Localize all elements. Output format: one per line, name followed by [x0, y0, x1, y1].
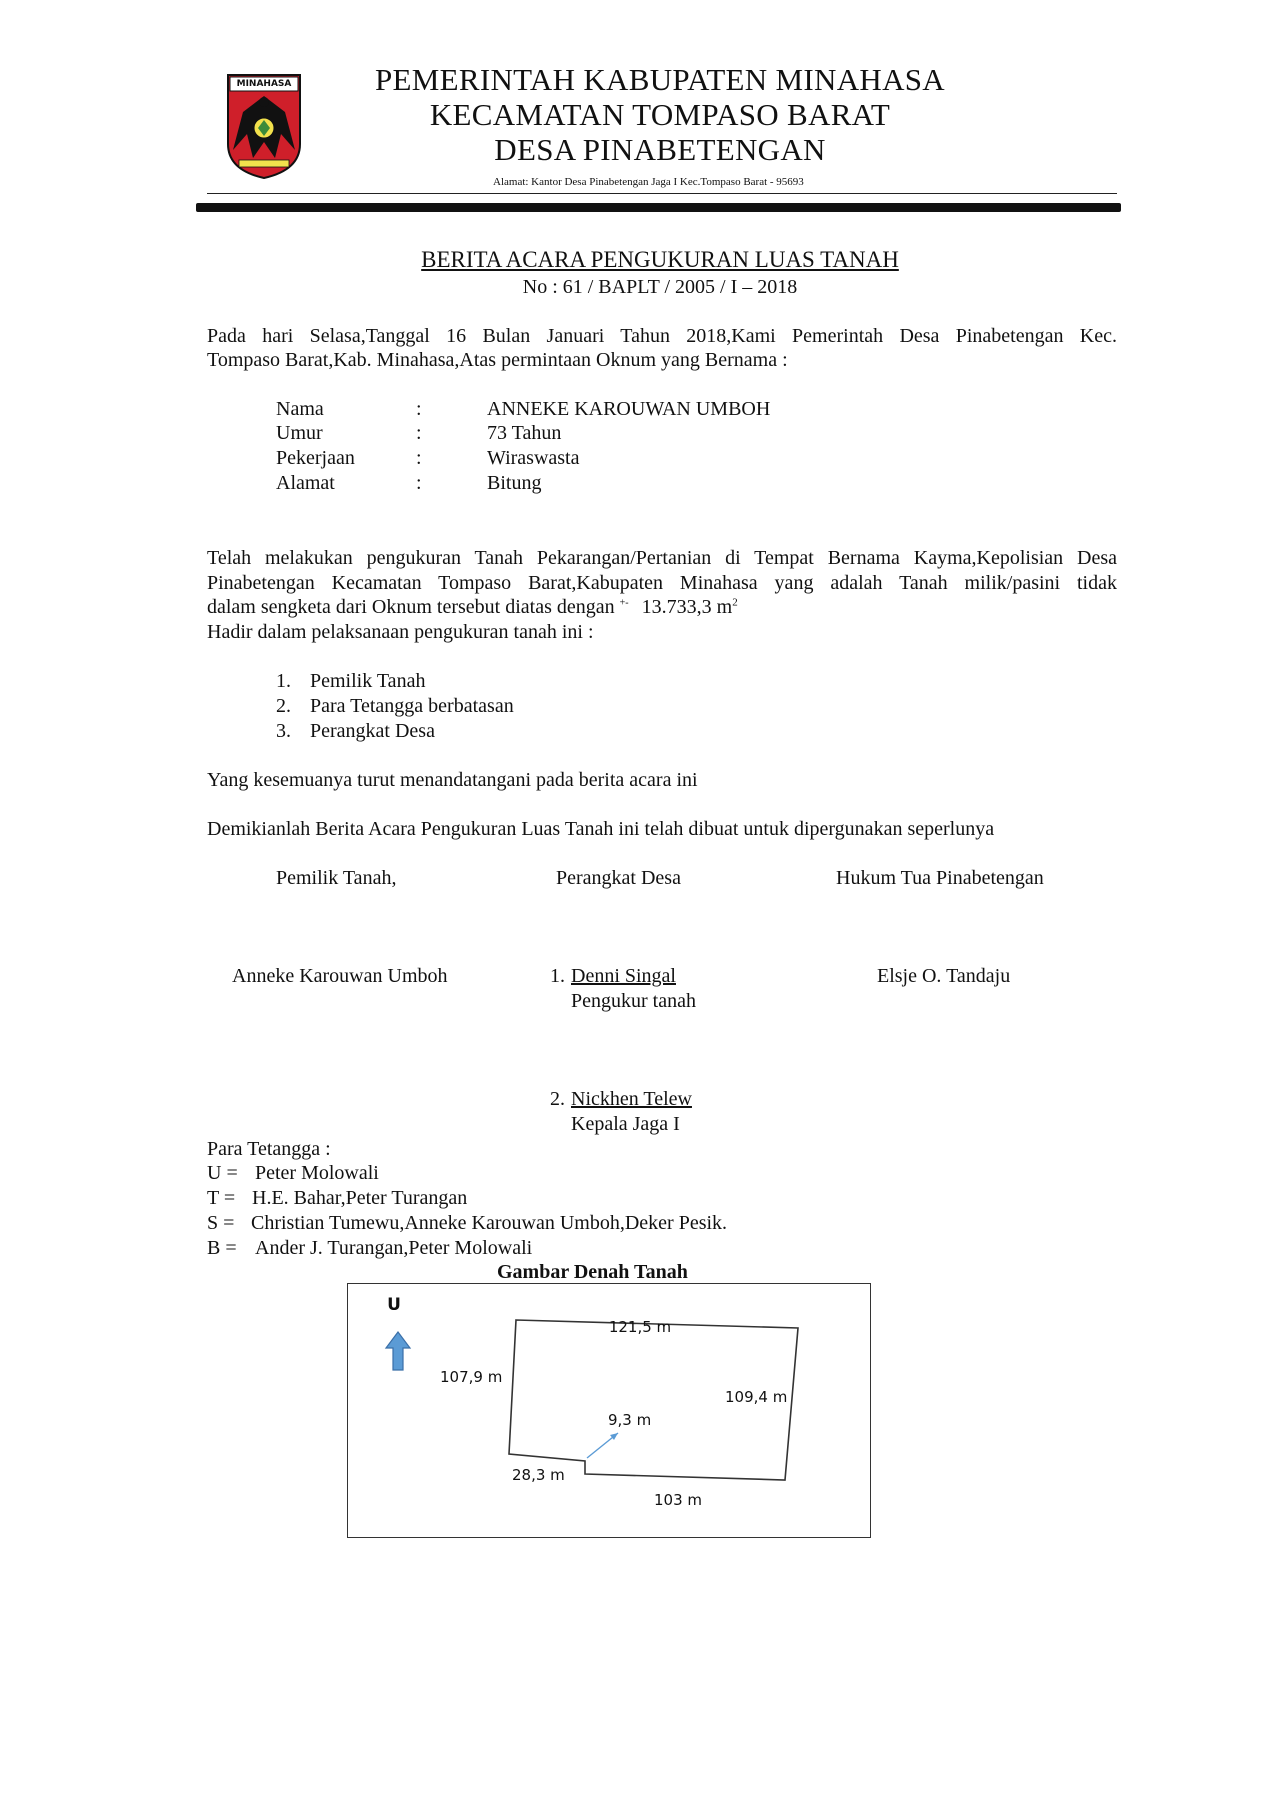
list-item: Pemilik Tanah: [310, 670, 426, 692]
land-plan: [347, 1283, 871, 1538]
official1-number: 1.: [550, 965, 565, 987]
officials-heading: Perangkat Desa: [556, 867, 681, 889]
measurement-line-1: Telah melakukan pengukuran Tanah Pekarangan/Pertanian di Tempat Bernama Kayma,Kepolisian Desa: [207, 547, 1117, 569]
official1-role: Pengukur tanah: [571, 990, 696, 1012]
official2-number: 2.: [550, 1088, 565, 1110]
neighbor-names: Christian Tumewu,Anneke Karouwan Umboh,Deker Pesik.: [251, 1212, 728, 1234]
field-value-occupation: Wiraswasta: [487, 447, 580, 469]
chief-heading: Hukum Tua Pinabetengan: [836, 867, 1044, 889]
field-label-occupation: Pekerjaan: [276, 447, 355, 469]
side-southwest-length: 28,3 m: [512, 1466, 565, 1484]
field-separator: :: [416, 447, 422, 469]
neighbors-heading: Para Tetangga :: [207, 1138, 331, 1160]
north-label: U: [387, 1295, 401, 1315]
list-item-number: 1.: [276, 670, 291, 692]
land-plan-drawing: [348, 1284, 870, 1537]
field-separator: :: [416, 472, 422, 494]
neighbor-names: Peter Molowali: [255, 1162, 379, 1184]
field-separator: :: [416, 422, 422, 444]
chief-name: Elsje O. Tandaju: [877, 965, 1011, 987]
neighbor-direction: B =: [207, 1237, 237, 1259]
neighbor-direction: S =: [207, 1212, 235, 1234]
letterhead-district: KECAMATAN TOMPASO BARAT: [429, 97, 891, 132]
opening-line-1: Pada hari Selasa,Tanggal 16 Bulan Januari Tahun 2018,Kami Pemerintah Desa Pinabetengan Kec.: [207, 325, 1117, 347]
neighbor-direction: U =: [207, 1162, 238, 1184]
owner-name: Anneke Karouwan Umboh: [232, 965, 448, 987]
side-west-length: 107,9 m: [440, 1368, 503, 1386]
logo-text: MINAHASA: [236, 79, 292, 89]
list-item-number: 2.: [276, 695, 291, 717]
side-top-length: 121,5 m: [608, 1318, 672, 1336]
official2-name: Nickhen Telew: [571, 1088, 692, 1110]
letterhead-village: DESA PINABETENGAN: [494, 132, 826, 167]
present-intro: Hadir dalam pelaksanaan pengukuran tanah ini :: [207, 621, 594, 643]
approx-sign: +-: [619, 597, 629, 609]
header-divider-thin: [207, 193, 1117, 194]
document-title: BERITA ACARA PENGUKURAN LUAS TANAH: [421, 247, 899, 272]
sign-note: Yang kesemuanya turut menandatangani pada berita acara ini: [207, 769, 698, 791]
letterhead-address: Alamat: Kantor Desa Pinabetengan Jaga I Kec.Tompaso Barat - 95693: [493, 176, 804, 188]
measurement-line-2: Pinabetengan Kecamatan Tompaso Barat,Kabupaten Minahasa yang adalah Tanah milik/pasini tidak: [207, 572, 1117, 594]
owner-heading: Pemilik Tanah,: [276, 867, 397, 889]
list-item: Para Tetangga berbatasan: [310, 695, 514, 717]
notch-length: 9,3 m: [608, 1411, 652, 1429]
field-label-age: Umur: [276, 422, 323, 444]
neighbor-names: Ander J. Turangan,Peter Molowali: [255, 1237, 533, 1259]
measurement-line-3: [207, 596, 738, 619]
plan-title: Gambar Denah Tanah: [497, 1261, 688, 1283]
area-unit-exponent: 2: [732, 596, 738, 609]
field-value-age: 73 Tahun: [487, 422, 562, 444]
list-item: Perangkat Desa: [310, 720, 435, 742]
letterhead: [0, 62, 1280, 167]
neighbor-names: H.E. Bahar,Peter Turangan: [252, 1187, 468, 1209]
document-number: No : 61 / BAPLT / 2005 / I – 2018: [522, 276, 798, 298]
closing-statement: Demikianlah Berita Acara Pengukuran Luas Tanah ini telah dibuat untuk dipergunakan seperlunya: [207, 818, 995, 840]
field-label-address: Alamat: [276, 472, 335, 494]
field-label-name: Nama: [276, 398, 324, 420]
official1-name: Denni Singal: [571, 965, 676, 987]
side-south-length: 103 m: [653, 1491, 703, 1509]
field-separator: :: [416, 398, 422, 420]
north-arrow-icon: [386, 1332, 410, 1370]
land-area: 13.733,3 m: [641, 596, 733, 618]
field-value-address: Bitung: [487, 472, 542, 494]
official2-role: Kepala Jaga I: [571, 1113, 680, 1135]
list-item-number: 3.: [276, 720, 291, 742]
letterhead-government: PEMERINTAH KABUPATEN MINAHASA: [375, 62, 945, 97]
measurement-line-3-text: dalam sengketa dari Oknum tersebut diatas dengan: [207, 596, 615, 618]
opening-line-2: Tompaso Barat,Kab. Minahasa,Atas permintaan Oknum yang Bernama :: [207, 349, 788, 371]
side-east-length: 109,4 m: [725, 1388, 788, 1406]
header-divider-thick: [196, 203, 1121, 212]
field-value-name: ANNEKE KAROUWAN UMBOH: [487, 398, 771, 420]
neighbor-direction: T =: [207, 1187, 236, 1209]
